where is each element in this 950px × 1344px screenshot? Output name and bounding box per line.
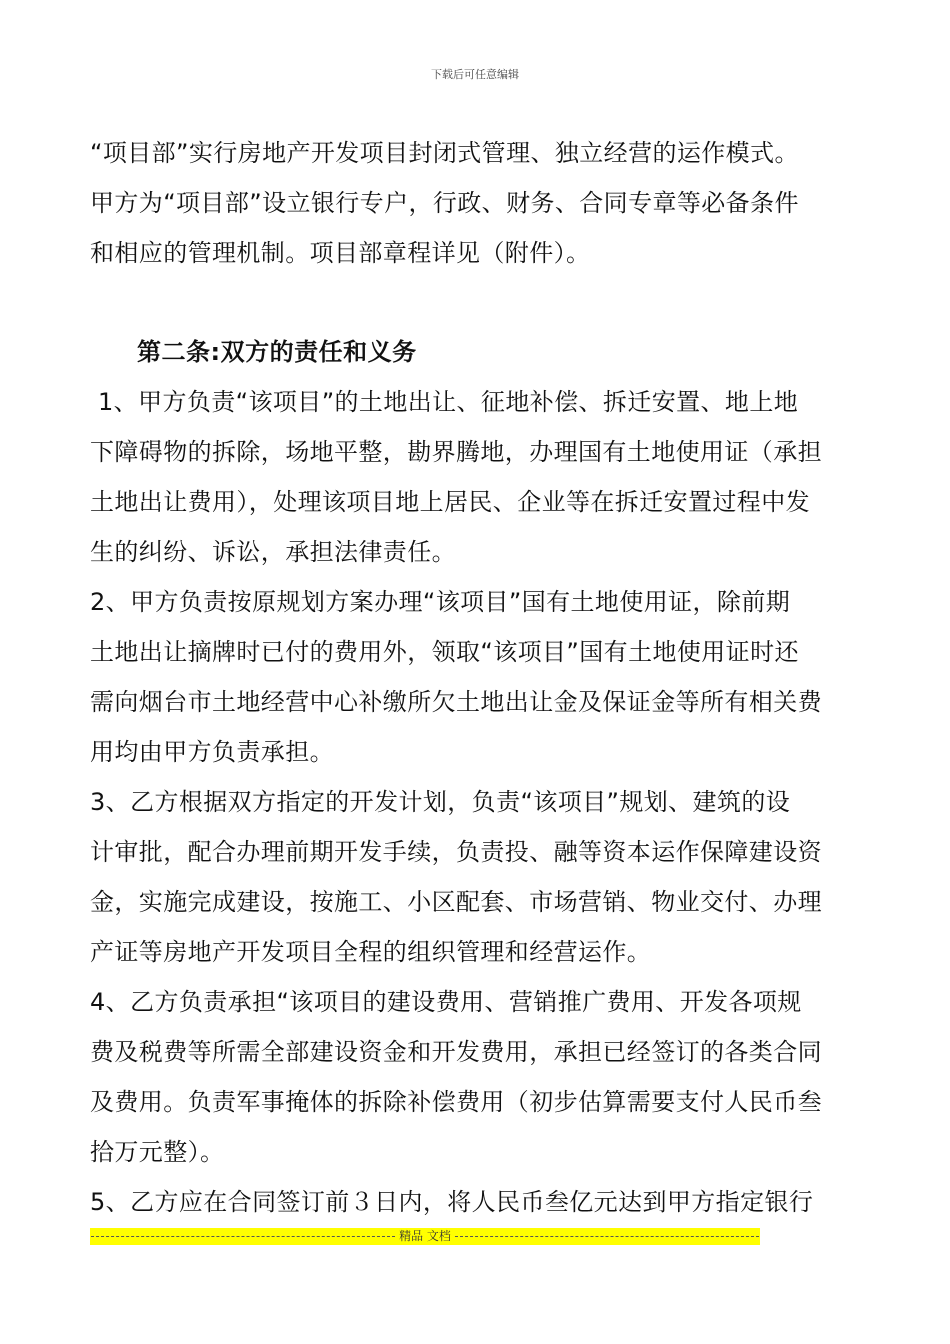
text-line: 生的纠纷、诉讼，承担法律责任。 [90,538,456,566]
text-line: 金，实施完成建设，按施工、小区配套、市场营销、物业交付、办理 [90,888,822,916]
text-line: 土地出让摘牌时已付的费用外，领取“该项目”国有土地使用证时还 [90,638,799,666]
text-line: 和相应的管理机制。项目部章程详见（附件）。 [90,239,591,267]
text-line: 下障碍物的拆除，场地平整，勘界腾地，办理国有土地使用证（承担 [90,438,822,466]
footer-label: 精品 文档 [399,1229,451,1243]
text-line: 土地出让费用），处理该项目地上居民、企业等在拆迁安置过程中发 [90,488,810,516]
footer-dash-left [91,1236,395,1238]
section-heading: 第二条:双方的责任和义务 [137,338,417,366]
text-line: 及费用。负责军事掩体的拆除补偿费用（初步估算需要支付人民币叁 [90,1088,822,1116]
paragraph-spacer [90,278,870,327]
header-note: 下载后可任意编辑 [431,68,519,81]
text-line: 3、乙方根据双方指定的开发计划，负责“该项目”规划、建筑的设 [90,788,791,816]
text-line: 用均由甲方负责承担。 [90,738,334,766]
text-line: 产证等房地产开发项目全程的组织管理和经营运作。 [90,938,652,966]
text-line: 需向烟台市土地经营中心补缴所欠土地出让金及保证金等所有相关费 [90,688,822,716]
text-line: 拾万元整）。 [90,1138,225,1166]
text-line: 甲方为“项目部”设立银行专户，行政、财务、合同专章等必备条件 [90,189,799,217]
document-body [90,128,870,1227]
text-line: 2、甲方负责按原规划方案办理“该项目”国有土地使用证，除前期 [90,588,791,616]
text-line: “项目部”实行房地产开发项目封闭式管理、独立经营的运作模式。 [90,139,799,167]
footer-highlight-bar [90,1228,760,1245]
text-line: 费及税费等所需全部建设资金和开发费用，承担已经签订的各类合同 [90,1038,822,1066]
text-line: 5、乙方应在合同签订前３日内，将人民币叁亿元达到甲方指定银行 [90,1188,814,1216]
text-line: 4、乙方负责承担“该项目的建设费用、营销推广费用、开发各项规 [90,988,802,1016]
text-line: 1、甲方负责“该项目”的土地出让、征地补偿、拆迁安置、地上地 [98,388,799,416]
text-line: 计审批，配合办理前期开发手续，负责投、融等资本运作保障建设资 [90,838,822,866]
footer-dash-right [455,1236,759,1238]
